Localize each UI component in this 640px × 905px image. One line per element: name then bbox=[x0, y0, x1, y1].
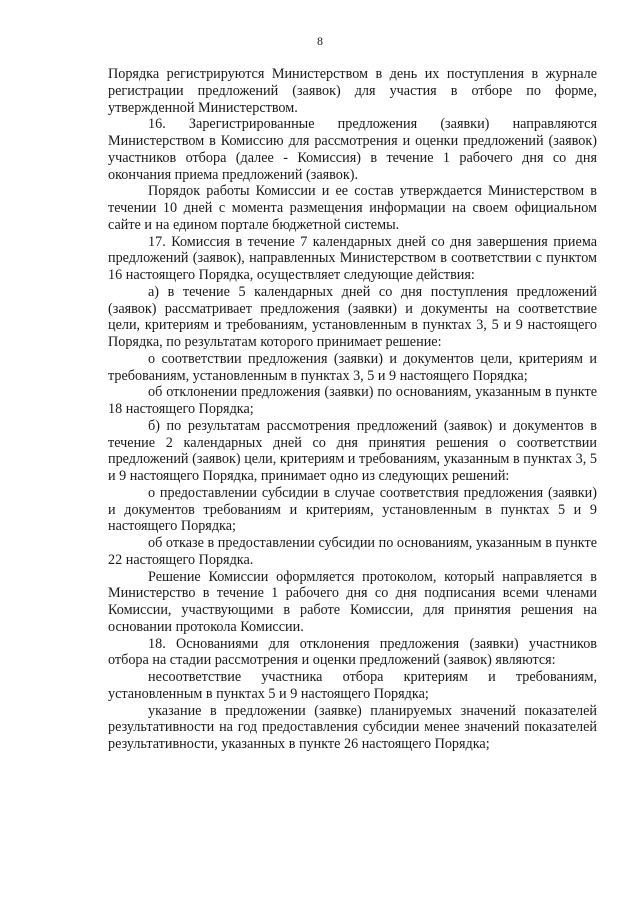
paragraph: об отказе в предоставлении субсидии по основаниям, указанным в пункте 22 настоящего Порядка. bbox=[108, 535, 597, 568]
paragraph: Порядка регистрируются Министерством в день их поступления в журнале регистрации предложений (заявок) для участия в отборе по форме, утвержденной Министерством. bbox=[108, 66, 597, 116]
paragraph-item-16: 16. Зарегистрированные предложения (заявки) направляются Министерством в Комиссию для рассмотрения и оценки предложений (заявок) участников отбора (далее - Комиссия) в течение 1 рабочего дня со дня окончания приема предложений (заявок). bbox=[108, 116, 597, 183]
paragraph: Решение Комиссии оформляется протоколом, который направляется в Министерство в течение 1 рабочего дня со дня подписания всеми членами Комиссии, участвующими в работе Комиссии, для принятия решения на основании протокола Комиссии. bbox=[108, 568, 597, 635]
paragraph-item-18: 18. Основаниями для отклонения предложения (заявки) участников отбора на стадии рассмотрения и оценки предложений (заявок) являются: bbox=[108, 635, 597, 669]
paragraph: указание в предложении (заявке) планируемых значений показателей результативности на год предоставления субсидии менее значений показателей результативности, указанных в пункте 26 настоящего Порядка; bbox=[108, 702, 597, 752]
paragraph-item-17: 17. Комиссия в течение 7 календарных дней со дня завершения приема предложений (заявок), направленных Министерством в соответствии с пунктом 16 настоящего Порядка, осуществляет следующие действия: bbox=[108, 233, 597, 283]
paragraph-subitem-a: а) в течение 5 календарных дней со дня поступления предложений (заявок) рассматривает предложения (заявки) и документы на соответствие цели, критериям и требованиям, установленным в пунктах 3, 5 и 9 настоящего Порядка, по результатам которого принимает решение: bbox=[108, 283, 597, 350]
paragraph-subitem-b: б) по результатам рассмотрения предложений (заявок) и документов в течение 2 календарных дней со дня принятия решения о соответствии предложений (заявок) цели, критериям и требованиям, указанным в пунктах 3, 5 и 9 настоящего Порядка, принимает одно из следующих решений: bbox=[108, 417, 597, 484]
paragraph: о соответствии предложения (заявки) и документов цели, критериям и требованиям, установленным в пунктах 3, 5 и 9 настоящего Порядка; bbox=[108, 350, 597, 384]
paragraph: Порядок работы Комиссии и ее состав утверждается Министерством в течении 10 дней с момента размещения информации на своем официальном сайте и на едином портале бюджетной системы. bbox=[108, 183, 597, 233]
document-body bbox=[108, 66, 597, 753]
paragraph: несоответствие участника отбора критериям и требованиям, установленным в пунктах 5 и 9 настоящего Порядка; bbox=[108, 669, 597, 702]
page-number: 8 bbox=[317, 34, 323, 48]
paragraph: об отклонении предложения (заявки) по основаниям, указанным в пункте 18 настоящего Порядка; bbox=[108, 384, 597, 417]
paragraph: о предоставлении субсидии в случае соответствия предложения (заявки) и документов требованиям и критериям, установленным в пунктах 5 и 9 настоящего Порядка; bbox=[108, 484, 597, 535]
